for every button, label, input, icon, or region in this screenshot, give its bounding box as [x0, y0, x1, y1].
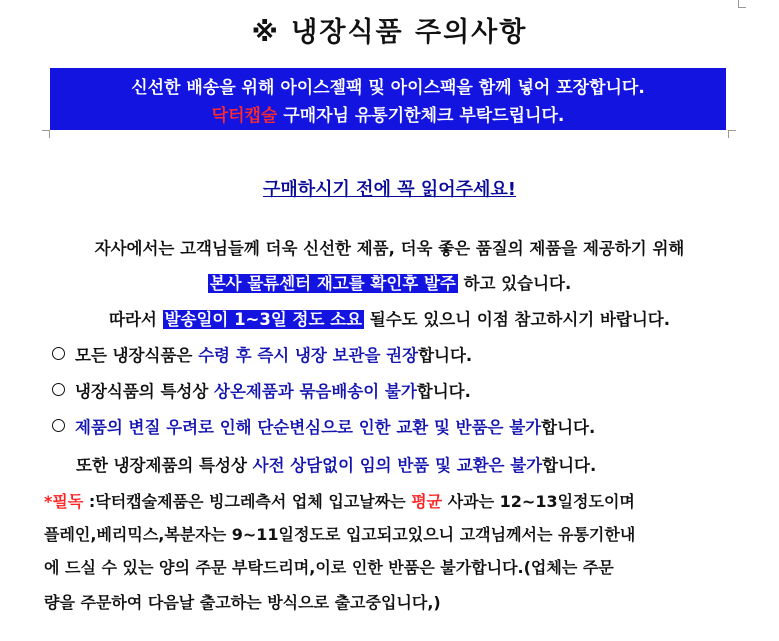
banner-line-1: 신선한 배송을 위해 아이스젤팩 및 아이스팩을 함께 넣어 포장합니다. — [131, 78, 645, 98]
also-emphasis: 사전 상담없이 임의 반품 및 교환은 불가 — [252, 456, 543, 475]
para-line-3-text: 될수도 있으니 이점 참고하시기 바랍니다. — [364, 310, 670, 329]
notice-line-3: 에 드실 수 있는 양의 주문 부탁드리며,이로 인한 반품은 불가합니다.(업체는 주문 — [44, 558, 614, 577]
notice-label: 필독 — [52, 492, 84, 511]
notice-star: * — [44, 492, 53, 511]
corner-mark — [42, 130, 50, 138]
bullet-emphasis: 제품의 변질 우려로 인해 단순변심으로 인한 교환 및 반품은 불가 — [75, 418, 542, 437]
para-line-3 — [0, 306, 779, 330]
bullet-emphasis: 상온제품과 묶음배송이 불가 — [214, 382, 417, 401]
bullet-text: 합니다. — [541, 418, 596, 437]
corner-mark — [728, 130, 736, 138]
notice-line-2: 플레인,베리믹스,복분자는 9~11일정도로 입고되고있으니 고객님께서는 유통기한내 — [44, 525, 636, 544]
page-title: ※ 냉장식품 주의사항 — [251, 17, 528, 48]
bullet-item-2 — [52, 378, 779, 402]
bullet-text: 합니다. — [418, 346, 473, 365]
bullet-text: 모든 냉장식품은 — [75, 346, 199, 365]
notice-average: 평균 — [411, 492, 443, 511]
para-line-1: 자사에서는 고객님들께 더욱 신선한 제품, 더욱 좋은 품질의 제품을 제공하기 위해 — [94, 239, 685, 258]
highlight-order: 본사 물류센터 재고를 확인후 발주 — [209, 274, 456, 293]
para-line-2 — [0, 270, 779, 294]
bullet-text: 합니다. — [416, 382, 471, 401]
bullet-item-3 — [52, 414, 779, 438]
brand-name: 닥터캡술 — [211, 106, 278, 126]
subtitle: 구매하시기 전에 꼭 읽어주세요! — [262, 179, 517, 200]
also-line — [76, 452, 779, 476]
para-line-3-pre: 따라서 — [109, 310, 163, 329]
banner-line-2-text: 구매자님 유통기한체크 부탁드립니다. — [277, 106, 565, 126]
notice-line-1 — [44, 489, 779, 512]
circle-bullet-icon — [52, 383, 65, 396]
banner — [50, 68, 726, 130]
corner-mark — [738, 0, 746, 8]
highlight-shipping: 발송일이 1~3일 정도 소요 — [164, 310, 363, 329]
bullet-text: 냉장식품의 특성상 — [75, 382, 215, 401]
banner-line-2 — [50, 102, 726, 130]
bullet-item-1 — [52, 342, 779, 366]
circle-bullet-icon — [52, 347, 65, 360]
notice-line-4: 량을 주문하여 다음날 출고하는 방식으로 출고중입니다,) — [44, 593, 441, 612]
notice-text: :닥터캡술제품은 빙그레측서 업체 입고날짜는 — [83, 492, 412, 511]
also-text: 합니다. — [542, 456, 597, 475]
notice-text: 사과는 12~13일정도이며 — [442, 492, 635, 511]
para-line-2-text: 하고 있습니다. — [457, 274, 572, 293]
circle-bullet-icon — [52, 419, 65, 432]
also-text: 또한 냉장제품의 특성상 — [76, 456, 253, 475]
bullet-emphasis: 수령 후 즉시 냉장 보관을 권장 — [198, 346, 419, 365]
